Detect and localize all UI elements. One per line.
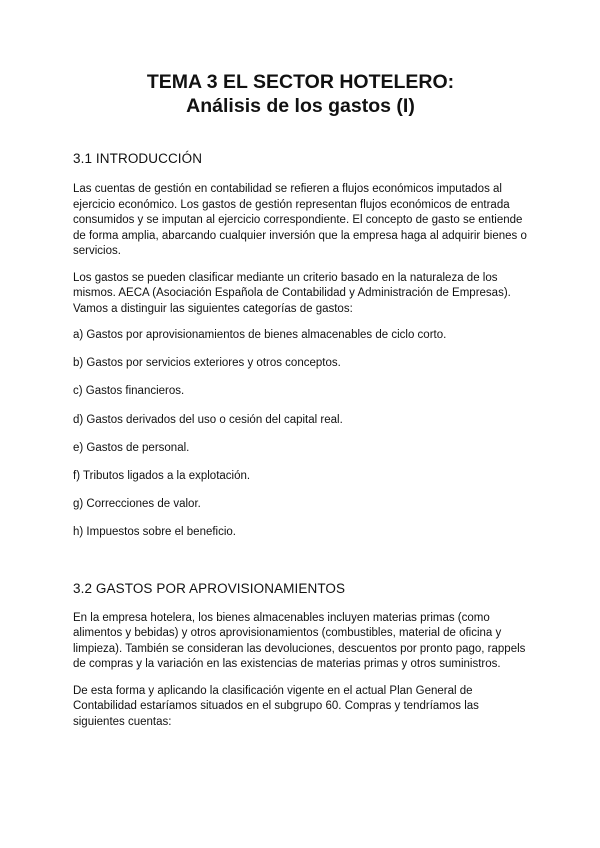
- list-item-a: a) Gastos por aprovisionamientos de bienes almacenables de ciclo corto.: [73, 329, 447, 341]
- expense-categories-list: [73, 328, 528, 541]
- list-item-e: e) Gastos de personal.: [73, 441, 190, 454]
- list-item-b: b) Gastos por servicios exteriores y otros conceptos.: [73, 357, 341, 370]
- list-item-f: f) Tributos ligados a la explotación.: [73, 469, 251, 482]
- section-heading-introduccion: 3.1 INTRODUCCIÓN: [73, 151, 203, 166]
- intro-paragraph-1: Las cuentas de gestión en contabilidad se refieren a flujos económicos imputados al ejercicio económico. Los gastos de gestión representan flujos económicos de entrada consumidos y se imputan al ejercicio correspondiente. El concepto de gasto se entiende de forma amplia, abarcando cualquier inversión que la empresa haga al adquirir bienes o servicios.: [73, 183, 527, 257]
- list-item-c: c) Gastos financieros.: [73, 385, 185, 398]
- list-item-d: d) Gastos derivados del uso o cesión del capital real.: [73, 413, 343, 426]
- list-item-h: h) Impuestos sobre el beneficio.: [73, 526, 237, 539]
- aprovisionamientos-paragraph-1: En la empresa hotelera, los bienes almacenables incluyen materias primas (como alimentos y bebidas) y otros aprovisionamientos (combustibles, material de oficina y limpieza). También se consideran las devoluciones, descuentos por pronto pago, rappels de compras y la variación en las existencias de materias primas y otros suministros.: [73, 611, 526, 671]
- section-heading-aprovisionamientos: 3.2 GASTOS POR APROVISIONAMIENTOS: [73, 580, 346, 596]
- intro-paragraph-2: Los gastos se pueden clasificar mediante un criterio basado en la naturaleza de los mismos. AECA (Asociación Española de Contabilidad y Administración de Empresas). Vamos a distinguir las siguientes categorías de gastos:: [73, 271, 511, 315]
- aprovisionamientos-paragraph-2: De esta forma y aplicando la clasificación vigente en el actual Plan General de Contabilidad estaríamos situados en el subgrupo 60. Compras y tendríamos las siguientes cuentas:: [73, 684, 479, 728]
- title-line-1: TEMA 3 EL SECTOR HOTELERO:: [146, 71, 455, 93]
- document-title: [73, 70, 528, 118]
- list-item-g: g) Correcciones de valor.: [73, 498, 201, 511]
- title-line-2: Análisis de los gastos (I): [186, 95, 415, 117]
